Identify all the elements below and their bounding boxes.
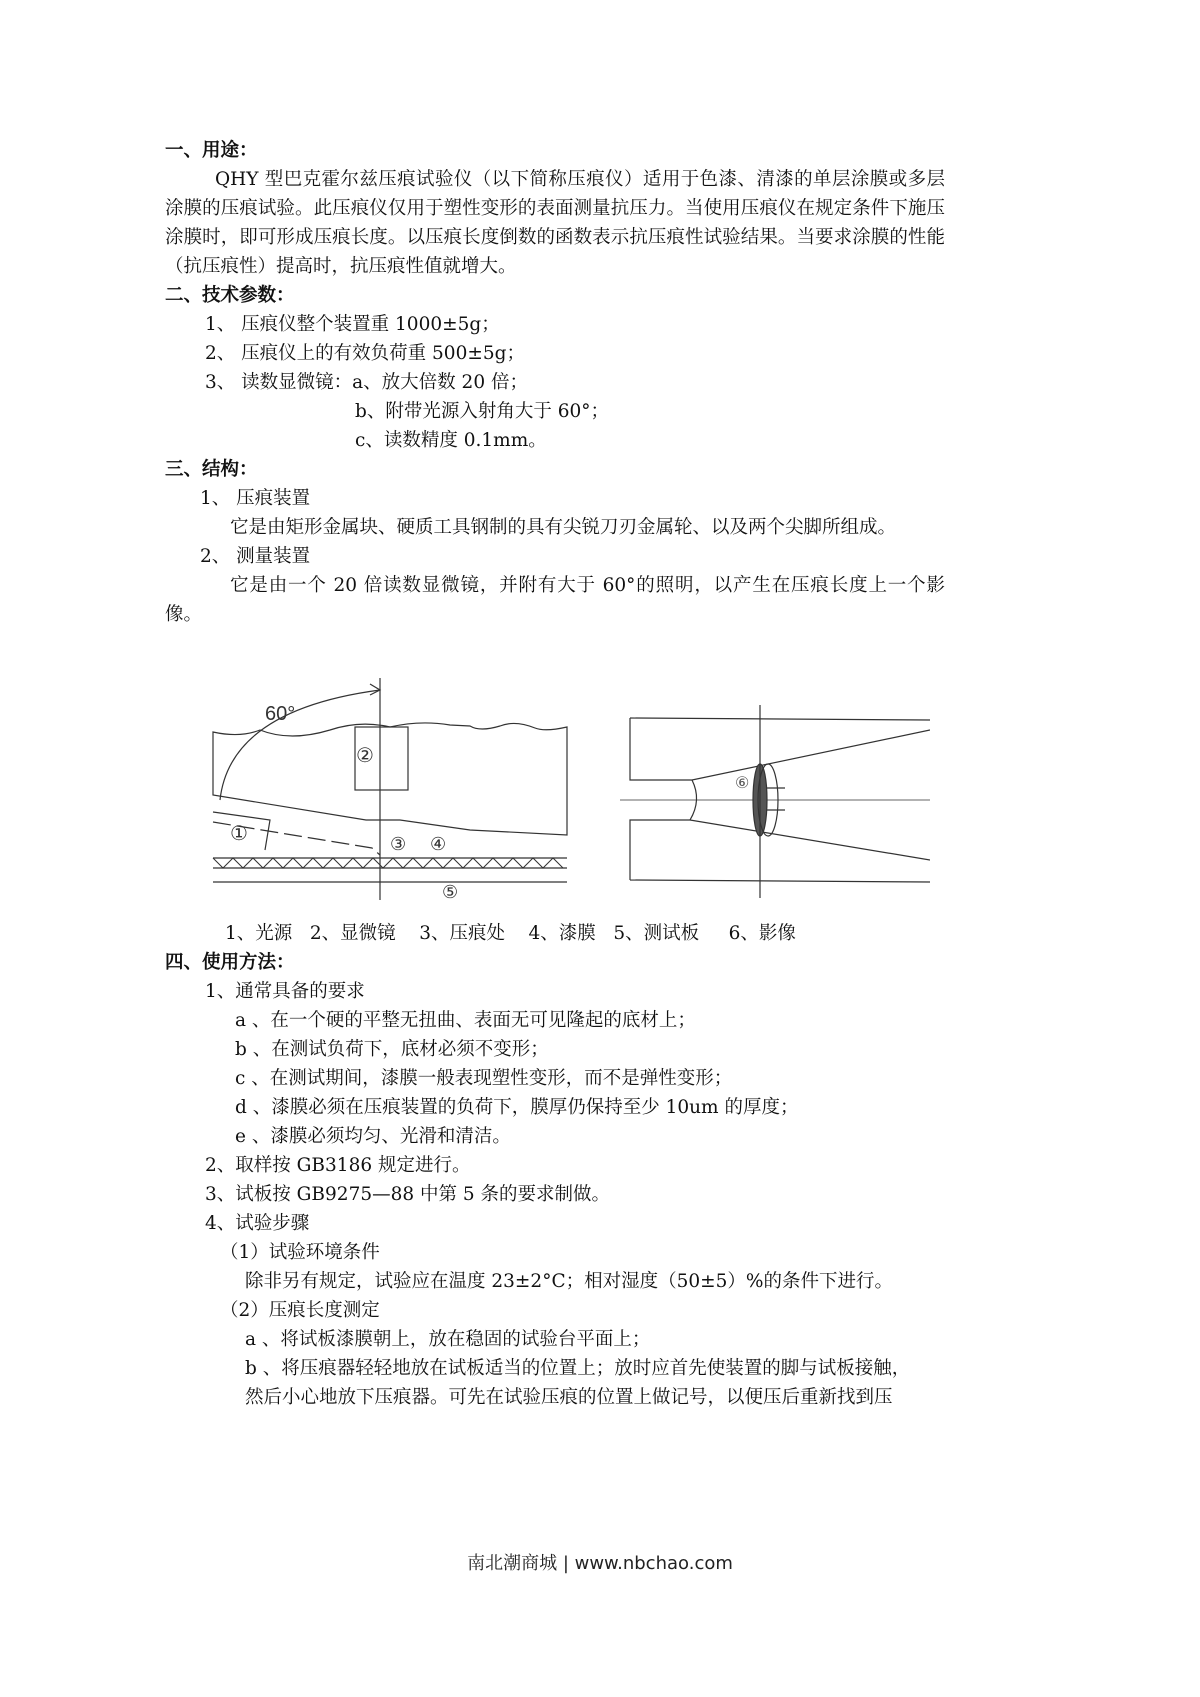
arrow-head-icon: [370, 684, 380, 695]
document-body-lower: [165, 919, 945, 1412]
step-length-heading: （2）压痕长度测定: [220, 1300, 380, 1321]
instrument-diagram: [150, 670, 930, 900]
param-item: 1、 压痕仪整个装置重 1000±5g；: [205, 314, 500, 335]
section-heading-structure: 三、结构：: [165, 459, 258, 480]
step-env-text: 除非另有规定，试验应在温度 23±2°C；相对湿度（50±5）%的条件下进行。: [245, 1271, 893, 1292]
requirement-item: e 、漆膜必须均匀、光滑和清洁。: [235, 1126, 511, 1147]
label-test-panel: ⑤: [442, 882, 459, 900]
label-microscope: ②: [356, 743, 374, 767]
structure-item: 2、 测量装置: [200, 546, 311, 567]
microscope-body: [213, 723, 567, 835]
param-item: c、读数精度 0.1mm。: [355, 430, 547, 451]
angle-label: 60°: [265, 703, 296, 725]
requirement-item: c 、在测试期间，漆膜一般表现塑性变形，而不是弹性变形；: [235, 1068, 733, 1089]
param-item: 2、 压痕仪上的有效负荷重 500±5g；: [205, 343, 525, 364]
step-length-item: 然后小心地放下压痕器。可先在试验压痕的位置上做记号，以便压后重新找到压: [245, 1387, 893, 1408]
section-heading-params: 二、技术参数：: [165, 285, 295, 306]
diagram-caption: 1、光源 2、显微镜 3、压痕处 4、漆膜 5、测试板 6、影像: [225, 923, 796, 944]
section-heading-usage: 一、用途：: [165, 140, 258, 161]
requirement-item: d 、漆膜必须在压痕装置的负荷下，膜厚仍保持至少 10um 的厚度；: [235, 1097, 799, 1118]
paint-film-hatch: [213, 858, 563, 868]
label-light-source: ①: [230, 821, 248, 845]
section-heading-usage-method: 四、使用方法：: [165, 952, 295, 973]
step-length-item: b 、将压痕器轻轻地放在试板适当的位置上；放时应首先使装置的脚与试板接触，: [245, 1358, 911, 1379]
param-item: 3、 读数显微镜：a、放大倍数 20 倍；: [205, 372, 528, 393]
panel-item: 3、试板按 GB9275—88 中第 5 条的要求制做。: [205, 1184, 611, 1205]
param-item: b、附带光源入射角大于 60°；: [355, 401, 610, 422]
document-body: [165, 136, 945, 629]
requirement-item: b 、在测试负荷下，底材必须不变形；: [235, 1039, 549, 1060]
steps-heading: 4、试验步骤: [205, 1213, 310, 1234]
label-indentation: ③: [390, 834, 407, 855]
structure-desc: 它是由矩形金属块、硬质工具钢制的具有尖锐刀刃金属轮、以及两个尖脚所组成。: [230, 517, 897, 538]
structure-desc: 它是由一个 20 倍读数显微镜，并附有大于 60°的照明，以产生在压痕长度上一个影像。: [165, 575, 945, 625]
requirements-heading: 1、通常具备的要求: [205, 981, 365, 1002]
footer-site-link[interactable]: 南北潮商城 | www.nbchao.com: [467, 1553, 733, 1574]
step-env-heading: （1）试验环境条件: [220, 1242, 380, 1263]
label-paint-film: ④: [430, 834, 447, 855]
structure-item: 1、 压痕装置: [200, 488, 311, 509]
usage-paragraph: QHY 型巴克霍尔兹压痕试验仪（以下简称压痕仪）适用于色漆、清漆的单层涂膜或多层涂膜的压痕试验。此压痕仪仅用于塑性变形的表面测量抗压力。当使用压痕仪在规定条件下施压涂膜时，即可形成压痕长度。以压痕长度倒数的函数表示抗压痕性试验结果。当要求涂膜的性能（抗压痕性）提高时，抗压痕性值就增大。: [165, 169, 945, 277]
requirement-item: a 、在一个硬的平整无扭曲、表面无可见隆起的底材上；: [235, 1010, 696, 1031]
label-image: ⑥: [735, 773, 750, 792]
step-length-item: a 、将试板漆膜朝上，放在稳固的试验台平面上；: [245, 1329, 651, 1350]
sampling-item: 2、取样按 GB3186 规定进行。: [205, 1155, 471, 1176]
